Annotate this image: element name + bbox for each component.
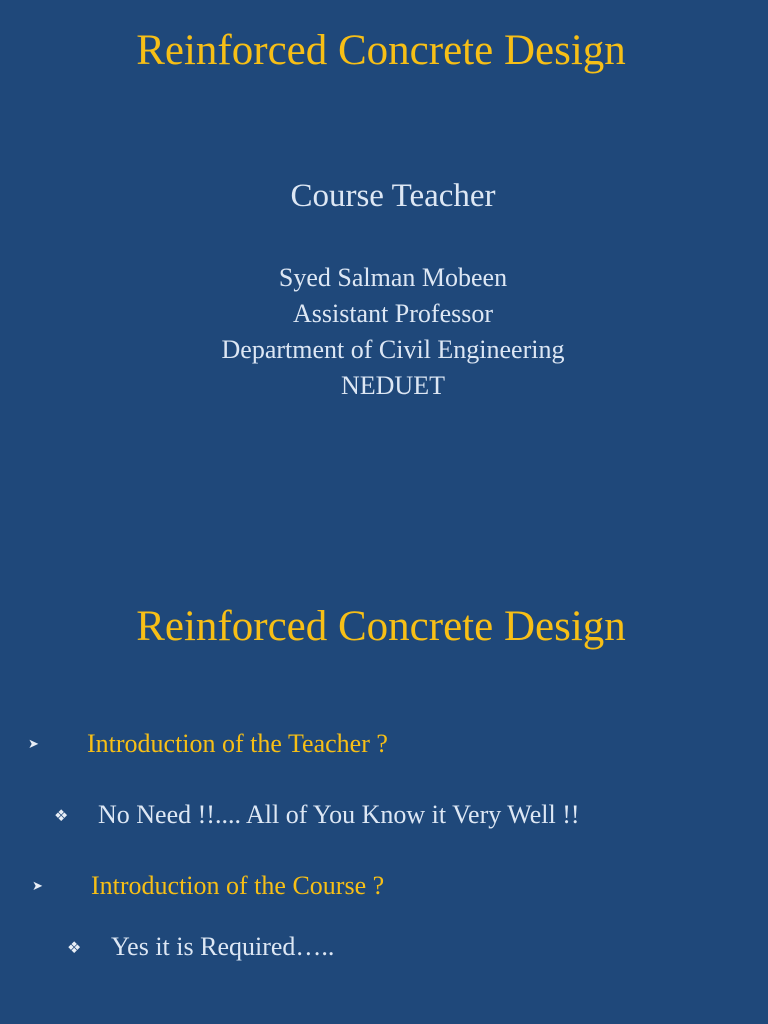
teacher-info <box>0 260 768 404</box>
bullet-no-need <box>54 799 580 831</box>
teacher-position: Assistant Professor <box>292 299 494 328</box>
diamond-bullet-icon: ❖ <box>54 805 69 825</box>
slide-1-title: Reinforced Concrete Design <box>136 27 626 74</box>
bullet-intro-teacher <box>28 728 388 760</box>
slide-introduction <box>0 512 768 1024</box>
teacher-name: Syed Salman Mobeen <box>278 263 508 292</box>
teacher-department: Department of Civil Engineering <box>221 335 565 364</box>
teacher-institution: NEDUET <box>341 371 445 400</box>
bullet-intro-course <box>32 870 384 902</box>
diamond-bullet-icon: ❖ <box>67 937 82 957</box>
arrow-bullet-icon: ➤ <box>32 878 43 894</box>
bullet-text: No Need !!.... All of You Know it Very Well !! <box>98 800 580 829</box>
bullet-text: Introduction of the Course ? <box>91 871 385 900</box>
slide-2-title: Reinforced Concrete Design <box>136 603 626 650</box>
bullet-required <box>67 931 334 963</box>
arrow-bullet-icon: ➤ <box>28 736 39 752</box>
bullet-text: Yes it is Required….. <box>111 932 335 961</box>
course-teacher-heading: Course Teacher <box>290 178 496 214</box>
bullet-text: Introduction of the Teacher ? <box>87 729 388 758</box>
